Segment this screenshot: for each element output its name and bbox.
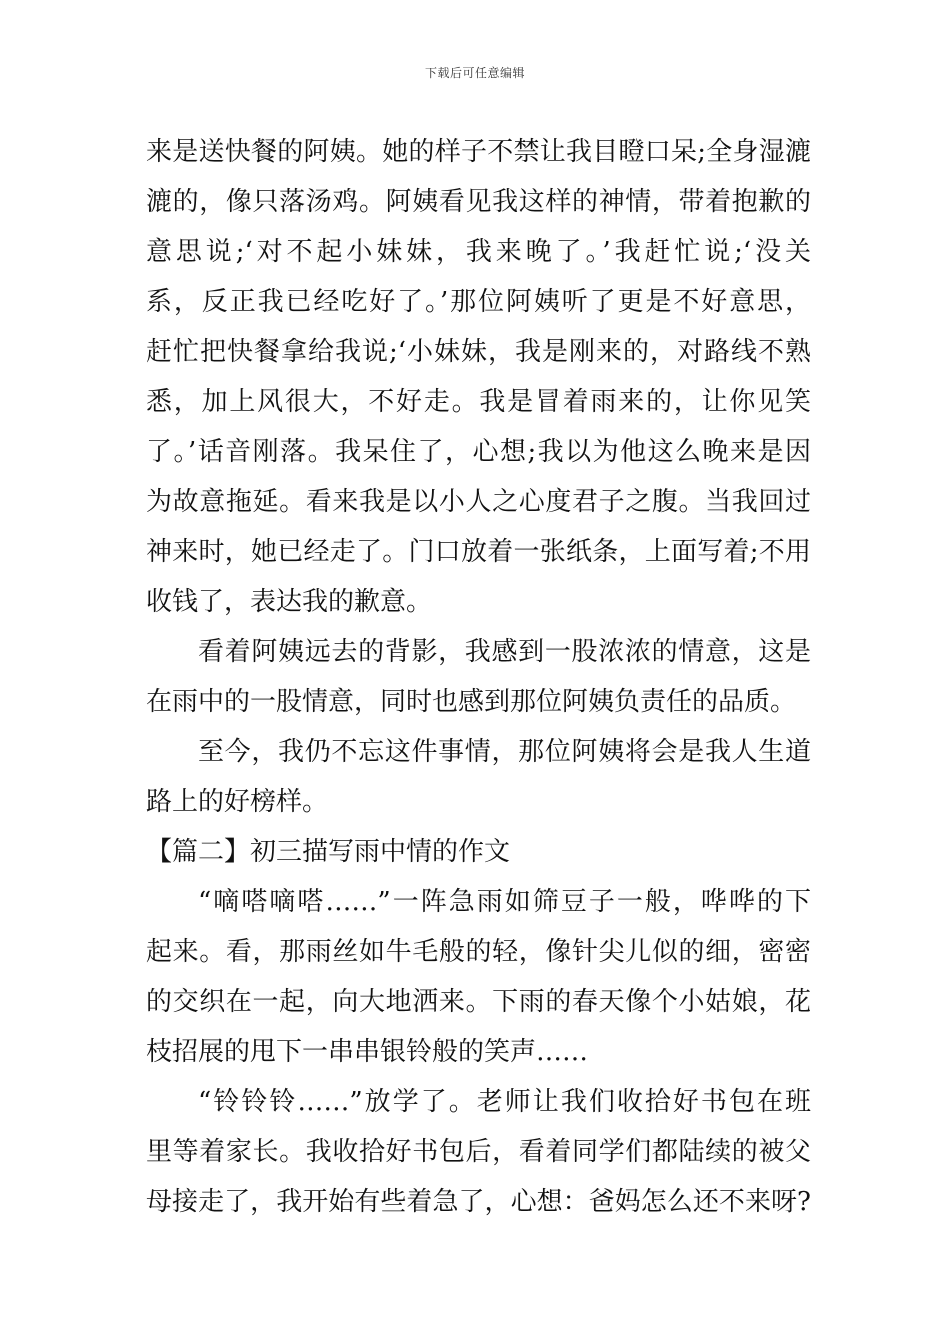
text-line: 系，反正我已经吃好了。’那位阿姨听了更是不好意思， — [146, 287, 811, 317]
text-line: 了。’话音刚落。我呆住了，心想;我以为他这么晚来是因 — [146, 437, 811, 467]
paragraph — [146, 727, 811, 827]
text-line: 漉的，像只落汤鸡。阿姨看见我这样的神情，带着抱歉的 — [146, 187, 811, 217]
text-line: “铃铃铃……”放学了。老师让我们收拾好书包在班 — [198, 1087, 811, 1117]
section-heading: 【篇二】初三描写雨中情的作文 — [146, 837, 511, 867]
text-line: 赶忙把快餐拿给我说;‘小妹妹，我是刚来的，对路线不熟 — [146, 337, 811, 367]
document-body — [146, 127, 811, 1227]
text-line: 悉，加上风很大，不好走。我是冒着雨来的，让你见笑 — [146, 387, 811, 417]
text-line: 看着阿姨远去的背影，我感到一股浓浓的情意，这是 — [198, 637, 811, 667]
text-line: 在雨中的一股情意，同时也感到那位阿姨负责任的品质。 — [146, 687, 797, 717]
text-line: 至今，我仍不忘这件事情，那位阿姨将会是我人生道 — [198, 737, 811, 767]
text-line: “嘀嗒嘀嗒……”一阵急雨如筛豆子一般，哗哗的下 — [198, 887, 811, 917]
text-line: 枝招展的甩下一串串银铃般的笑声…… — [146, 1037, 589, 1067]
text-line: 意思说;‘对不起小妹妹，我来晚了。’我赶忙说;‘没关 — [146, 237, 811, 267]
page-header-note: 下载后可任意编辑 — [424, 66, 525, 80]
text-line: 起来。看，那雨丝如牛毛般的轻，像针尖儿似的细，密密 — [146, 937, 811, 967]
paragraph — [146, 1077, 811, 1227]
text-line: 路上的好榜样。 — [146, 787, 329, 817]
text-line: 收钱了，表达我的歉意。 — [146, 587, 433, 617]
text-line: 来是送快餐的阿姨。她的样子不禁让我目瞪口呆;全身湿漉 — [146, 137, 811, 167]
paragraph — [146, 877, 811, 1077]
text-line: 母接走了，我开始有些着急了，心想：爸妈怎么还不来呀? — [146, 1187, 811, 1217]
text-line: 神来时，她已经走了。门口放着一张纸条，上面写着;不用 — [146, 537, 811, 567]
paragraph — [146, 627, 811, 727]
paragraph — [146, 127, 811, 627]
text-line: 为故意拖延。看来我是以小人之心度君子之腹。当我回过 — [146, 487, 811, 517]
text-line: 里等着家长。我收拾好书包后，看着同学们都陆续的被父 — [146, 1137, 811, 1167]
text-line: 的交织在一起，向大地洒来。下雨的春天像个小姑娘，花 — [146, 987, 811, 1017]
